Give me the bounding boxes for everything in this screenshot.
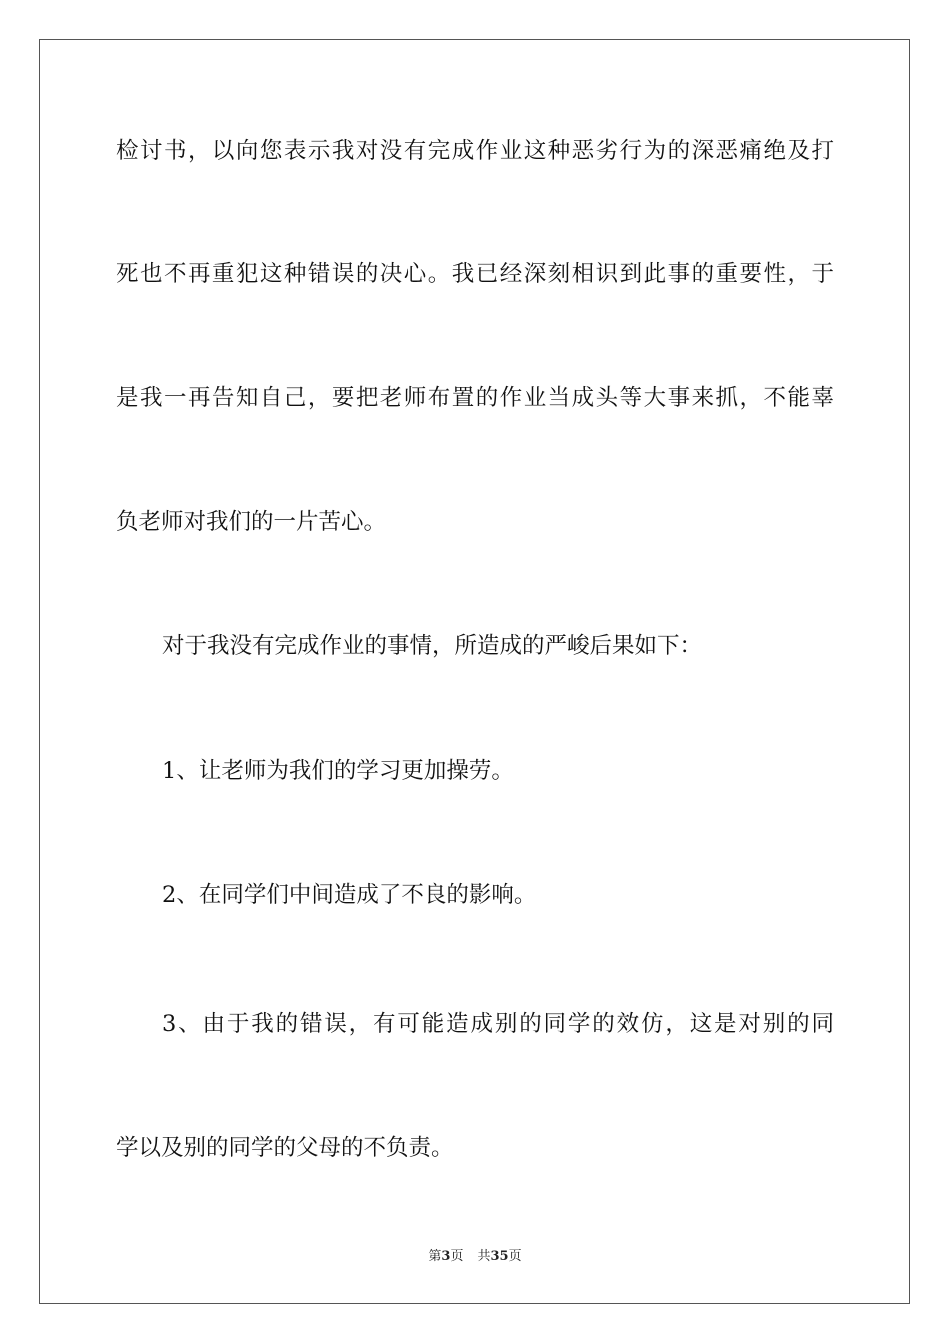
page-frame xyxy=(39,39,910,1304)
body-text-line-1: 检讨书，以向您表示我对没有完成作业这种恶劣行为的深恶痛绝及打 xyxy=(116,138,834,164)
page-prefix: 第 xyxy=(428,1249,442,1264)
consequences-intro: 对于我没有完成作业的事情，所造成的严峻后果如下： xyxy=(162,633,703,659)
total-prefix: 共 xyxy=(477,1249,491,1264)
body-text-line-3: 是我一再告知自己，要把老师布置的作业当成头等大事来抓，不能辜 xyxy=(116,385,834,411)
total-suffix: 页 xyxy=(508,1249,522,1264)
total-pages: 35 xyxy=(490,1249,509,1264)
body-text-line-4: 负老师对我们的一片苦心。 xyxy=(116,509,387,535)
page-number: 3 xyxy=(441,1249,451,1264)
page-suffix: 页 xyxy=(450,1249,464,1264)
consequence-item-3-continued: 学以及别的同学的父母的不负责。 xyxy=(116,1135,454,1161)
page-footer xyxy=(0,1248,950,1266)
consequence-item-3: 3、由于我的错误，有可能造成别的同学的效仿，这是对别的同 xyxy=(162,1011,834,1037)
body-text-line-2: 死也不再重犯这种错误的决心。我已经深刻相识到此事的重要性，于 xyxy=(116,261,834,287)
consequence-item-1: 1、让老师为我们的学习更加操劳。 xyxy=(162,758,514,784)
consequence-item-2: 2、在同学们中间造成了不良的影响。 xyxy=(162,882,537,908)
